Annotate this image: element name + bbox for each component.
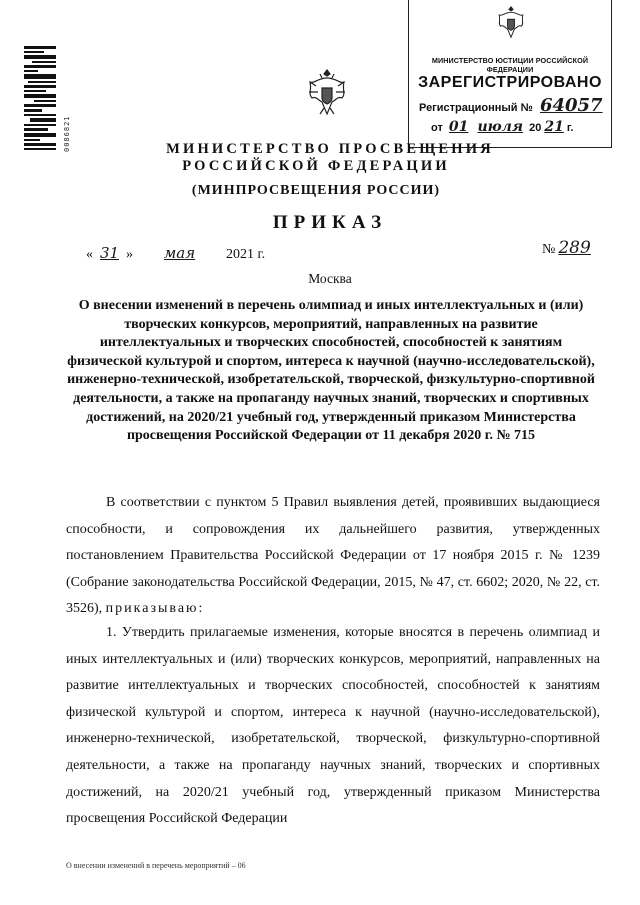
date-month: мая [163,244,196,262]
preamble-order-word: приказываю: [105,601,205,617]
stamp-registration-number-row [419,95,603,116]
barcode-image [24,46,56,154]
order-date [86,244,265,263]
date-open-quote: « [86,247,93,262]
stamp-year-end: г. [566,122,574,134]
order-title: О внесении изменений в перечень олимпиад и иных интеллектуальных и (или) творческих конкурсов, мероприятий, направленных на развитие интеллектуальных и творческих способностей, способностей к занятиям физической культурой и спортом, интереса к научной (научно-исследовательской), инженерно-технической, изобретательской, творческой, физкультурно-спортивной деятельности, а также на пропаганду научных знаний, творческих и спортивных достижений, на 2020/21 учебный год, утвержденный приказом Министерства просвещения Российской Федерации от 11 декабря 2020 г. № 715 [67,298,595,444]
stamp-reg-number: 64057 [539,95,603,116]
ministry-name-line1: МИНИСТЕРСТВО ПРОСВЕЩЕНИЯ [166,141,494,157]
stamp-year-prefix: 20 [529,122,542,134]
date-day: 31 [99,244,120,262]
city: Москва [308,271,352,286]
stamp-from-label: от [431,122,443,134]
stamp-day: 01 [448,119,469,135]
stamp-ministry: МИНИСТЕРСТВО ЮСТИЦИИ РОССИЙСКОЙ ФЕДЕРАЦИИ [431,56,589,74]
order-number [542,238,606,258]
preamble-text: В соответствии с пунктом 5 Правил выявления детей, проявивших выдающиеся способности, и сопровождения их дальнейшего развития, утвержденных постановлением Правительства Российской Федерации от 17 ноября 2015 г. № 1239 (Собрание законодательства Российской Федерации, 2015, № 47, ст. 6602; 2020, № 22, ст. 3526), [66,495,600,617]
ministry-name-line2: РОССИЙСКОЙ ФЕДЕРАЦИИ [182,158,450,174]
number-label: № [542,242,556,257]
document-type-title: ПРИКАЗ [272,212,388,233]
stamp-year-suffix: 21 [544,119,564,135]
stamp-month: июля [477,119,524,135]
paragraph-preamble [66,490,600,623]
registration-stamp [408,0,612,148]
paragraph-item-1: 1. Утвердить прилагаемые изменения, которые вносятся в перечень олимпиад и иных интеллектуальных и (или) творческих конкурсов, мероприятий, направленных на развитие интеллектуальных и творческих способностей, способностей к занятиям физической культурой и спортом, интереса к научной (научно-исследовательской), инженерно-технической, изобретательской, творческой, физкультурно-спортивной деятельности, а также на пропаганду научных знаний, творческих и спортивных достижений, на 2020/21 учебный год, утвержденный приказом Министерства просвещения Российской Федерации [66,625,600,827]
coat-of-arms-icon [304,66,350,118]
number-value: 289 [558,238,591,258]
footer-note: О внесении изменений в перечень мероприятий – 06 [66,861,246,870]
stamp-registered-label: ЗАРЕГИСТРИРОВАНО [418,74,602,91]
date-year: 2021 г. [226,247,266,262]
barcode-digits: 0086821 [63,115,71,152]
ministry-short-name: (МИНПРОСВЕЩЕНИЯ РОССИИ) [191,183,441,198]
stamp-reg-label: Регистрационный № [419,102,533,114]
stamp-date-row [431,119,573,135]
date-close-quote: » [126,247,133,262]
stamp-coat-of-arms-icon [495,4,527,40]
